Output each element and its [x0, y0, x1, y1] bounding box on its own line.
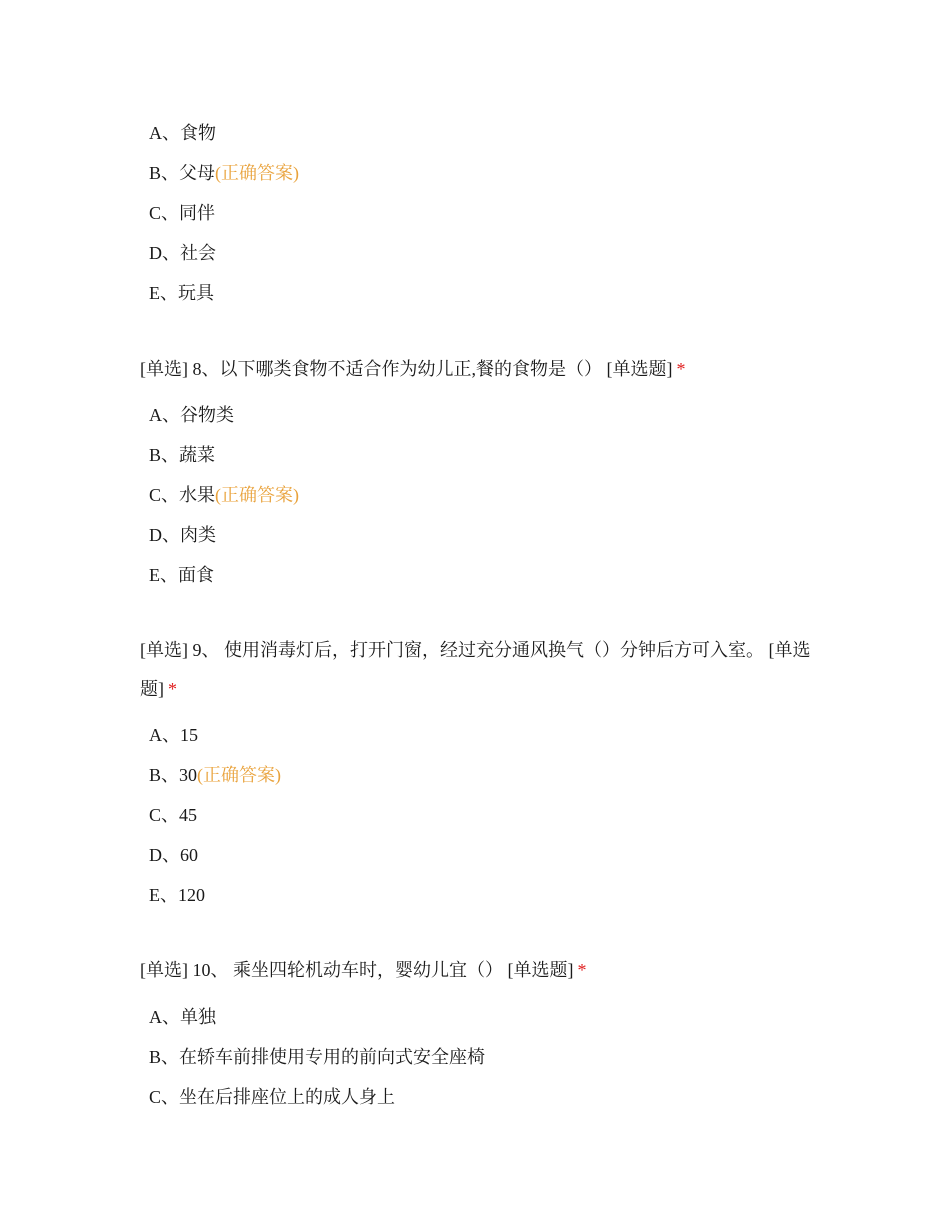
required-star: *	[676, 359, 686, 379]
option-label: C、同伴	[149, 203, 216, 223]
option-label: E、玩具	[149, 283, 214, 303]
question-text: [单选] 9、 使用消毒灯后，打开门窗，经过充分通风换气（）分钟后方可入室。 [单选题]	[140, 640, 811, 699]
option-label: A、食物	[149, 123, 216, 143]
question-text: [单选] 10、 乘坐四轮机动车时，婴幼儿宜（） [单选题]	[140, 960, 574, 980]
option-q8-c[interactable]	[149, 483, 299, 507]
question-title	[140, 951, 820, 990]
question-text: [单选] 8、以下哪类食物不适合作为幼儿正,餐的食物是（） [单选题]	[140, 359, 673, 379]
option-q10-a[interactable]	[149, 1005, 216, 1029]
required-star: *	[168, 679, 177, 699]
question-title	[140, 631, 820, 709]
option-label: E、120	[149, 885, 205, 905]
question-title	[140, 350, 820, 389]
option-q8-e[interactable]	[149, 563, 214, 587]
option-q9-c[interactable]	[149, 803, 197, 827]
correct-answer-marker: (正确答案)	[215, 163, 300, 183]
option-q7-d[interactable]	[149, 241, 216, 265]
option-q8-b[interactable]	[149, 443, 215, 467]
option-label: D、社会	[149, 243, 216, 263]
option-label: B、蔬菜	[149, 445, 216, 465]
option-label: A、谷物类	[149, 405, 234, 425]
option-q8-a[interactable]	[149, 403, 234, 427]
option-q8-d[interactable]	[149, 523, 216, 547]
option-q9-d[interactable]	[149, 843, 198, 867]
option-label: C、坐在后排座位上的成人身上	[149, 1087, 396, 1107]
option-label: B、父母	[149, 163, 216, 183]
option-q7-b[interactable]	[149, 161, 299, 185]
option-label: A、15	[149, 725, 198, 745]
option-q7-a[interactable]	[149, 121, 216, 145]
option-q7-e[interactable]	[149, 281, 214, 305]
required-star: *	[577, 960, 587, 980]
option-label: C、水果	[149, 485, 216, 505]
option-label: B、30	[149, 765, 198, 785]
option-label: D、60	[149, 845, 198, 865]
option-q10-b[interactable]	[149, 1045, 485, 1069]
option-label: A、单独	[149, 1007, 216, 1027]
option-q7-c[interactable]	[149, 201, 215, 225]
option-q10-c[interactable]	[149, 1085, 395, 1109]
option-label: E、面食	[149, 565, 214, 585]
option-label: B、在轿车前排使用专用的前向式安全座椅	[149, 1047, 486, 1067]
option-label: C、45	[149, 805, 198, 825]
option-q9-a[interactable]	[149, 723, 198, 747]
option-label: D、肉类	[149, 525, 216, 545]
correct-answer-marker: (正确答案)	[215, 485, 300, 505]
correct-answer-marker: (正确答案)	[197, 765, 282, 785]
option-q9-b[interactable]	[149, 763, 281, 787]
option-q9-e[interactable]	[149, 883, 205, 907]
